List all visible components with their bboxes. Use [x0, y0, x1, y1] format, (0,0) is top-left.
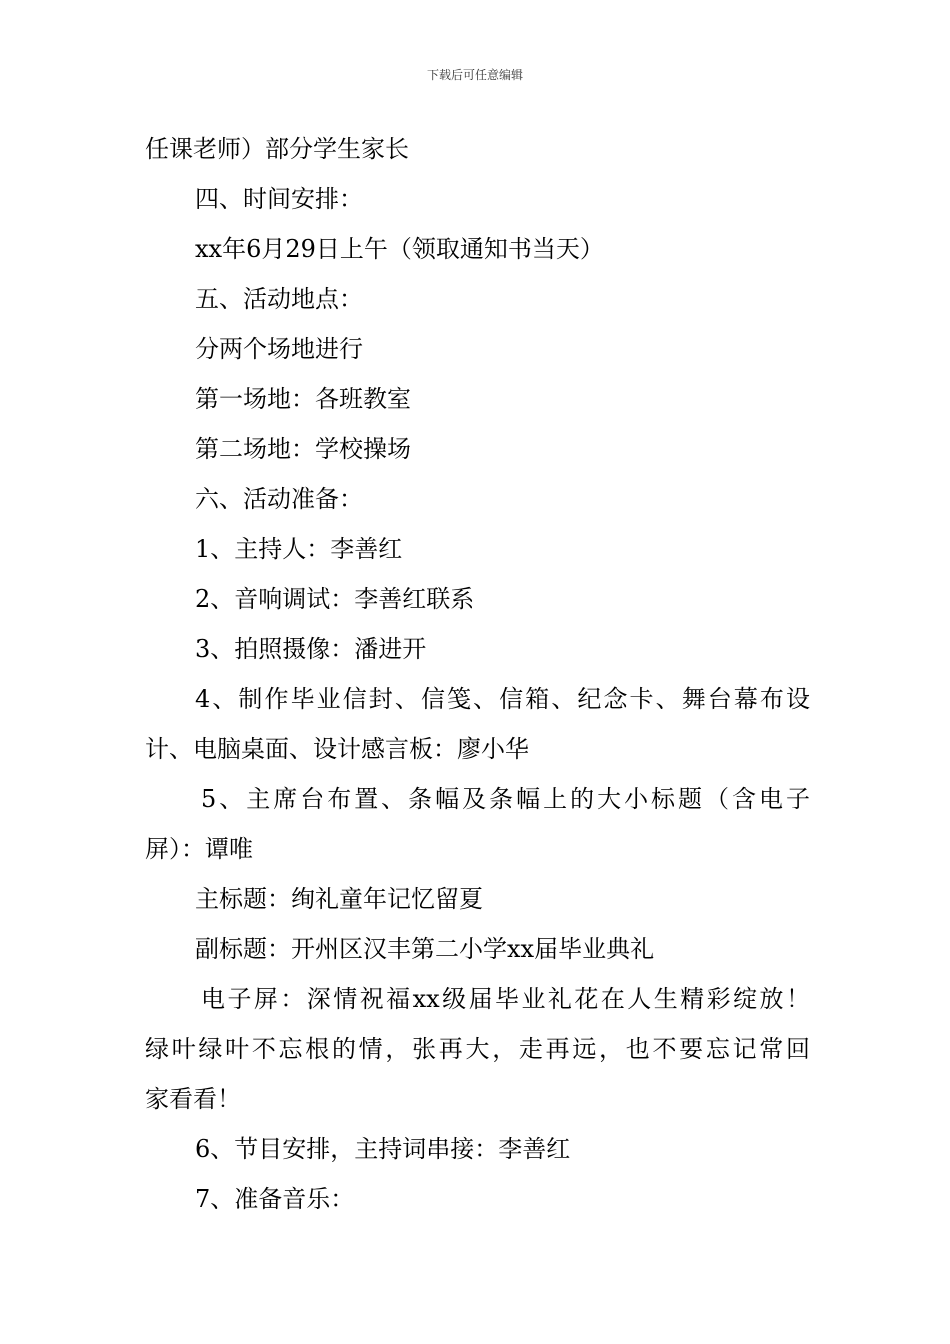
- list-item: 1、主持人：李善红: [195, 535, 403, 563]
- text-line: 第二场地：学校操场: [195, 435, 411, 463]
- text-line: 任课老师）部分学生家长: [145, 135, 409, 163]
- list-item: 4、制作毕业信封、信笺、信箱、纪念卡、舞台幕布设: [195, 685, 810, 713]
- list-item: 7、准备音乐：: [195, 1185, 355, 1213]
- text-line: 屏）：谭唯: [145, 835, 253, 863]
- text-line: 电子屏：深情祝福xx级届毕业礼花在人生精彩绽放！: [201, 985, 810, 1013]
- list-item: 3、拍照摄像：潘进开: [195, 635, 427, 663]
- text-line: xx年6月29日上午（领取通知书当天）: [195, 235, 604, 263]
- text-line: 绿叶绿叶不忘根的情，张再大，走再远，也不要忘记常回: [145, 1035, 810, 1063]
- list-item: 5、主席台布置、条幅及条幅上的大小标题（含电子: [201, 785, 810, 813]
- page-header-note: 下载后可任意编辑: [426, 68, 523, 82]
- document-body: [145, 124, 810, 1224]
- list-item: 2、音响调试：李善红联系: [195, 585, 475, 613]
- section-heading-time: 四、时间安排：: [195, 185, 363, 213]
- list-item: 6、节目安排，主持词串接：李善红: [195, 1135, 571, 1163]
- text-line: 第一场地：各班教室: [195, 385, 411, 413]
- text-line: 家看看！: [145, 1085, 241, 1113]
- section-heading-location: 五、活动地点：: [195, 285, 363, 313]
- text-line: 分两个场地进行: [195, 335, 363, 363]
- section-heading-preparation: 六、活动准备：: [195, 485, 363, 513]
- text-line: 主标题：绚礼童年记忆留夏: [195, 885, 483, 913]
- text-line: 副标题：开州区汉丰第二小学xx届毕业典礼: [195, 935, 655, 963]
- text-line: 计、电脑桌面、设计感言板：廖小华: [145, 735, 529, 763]
